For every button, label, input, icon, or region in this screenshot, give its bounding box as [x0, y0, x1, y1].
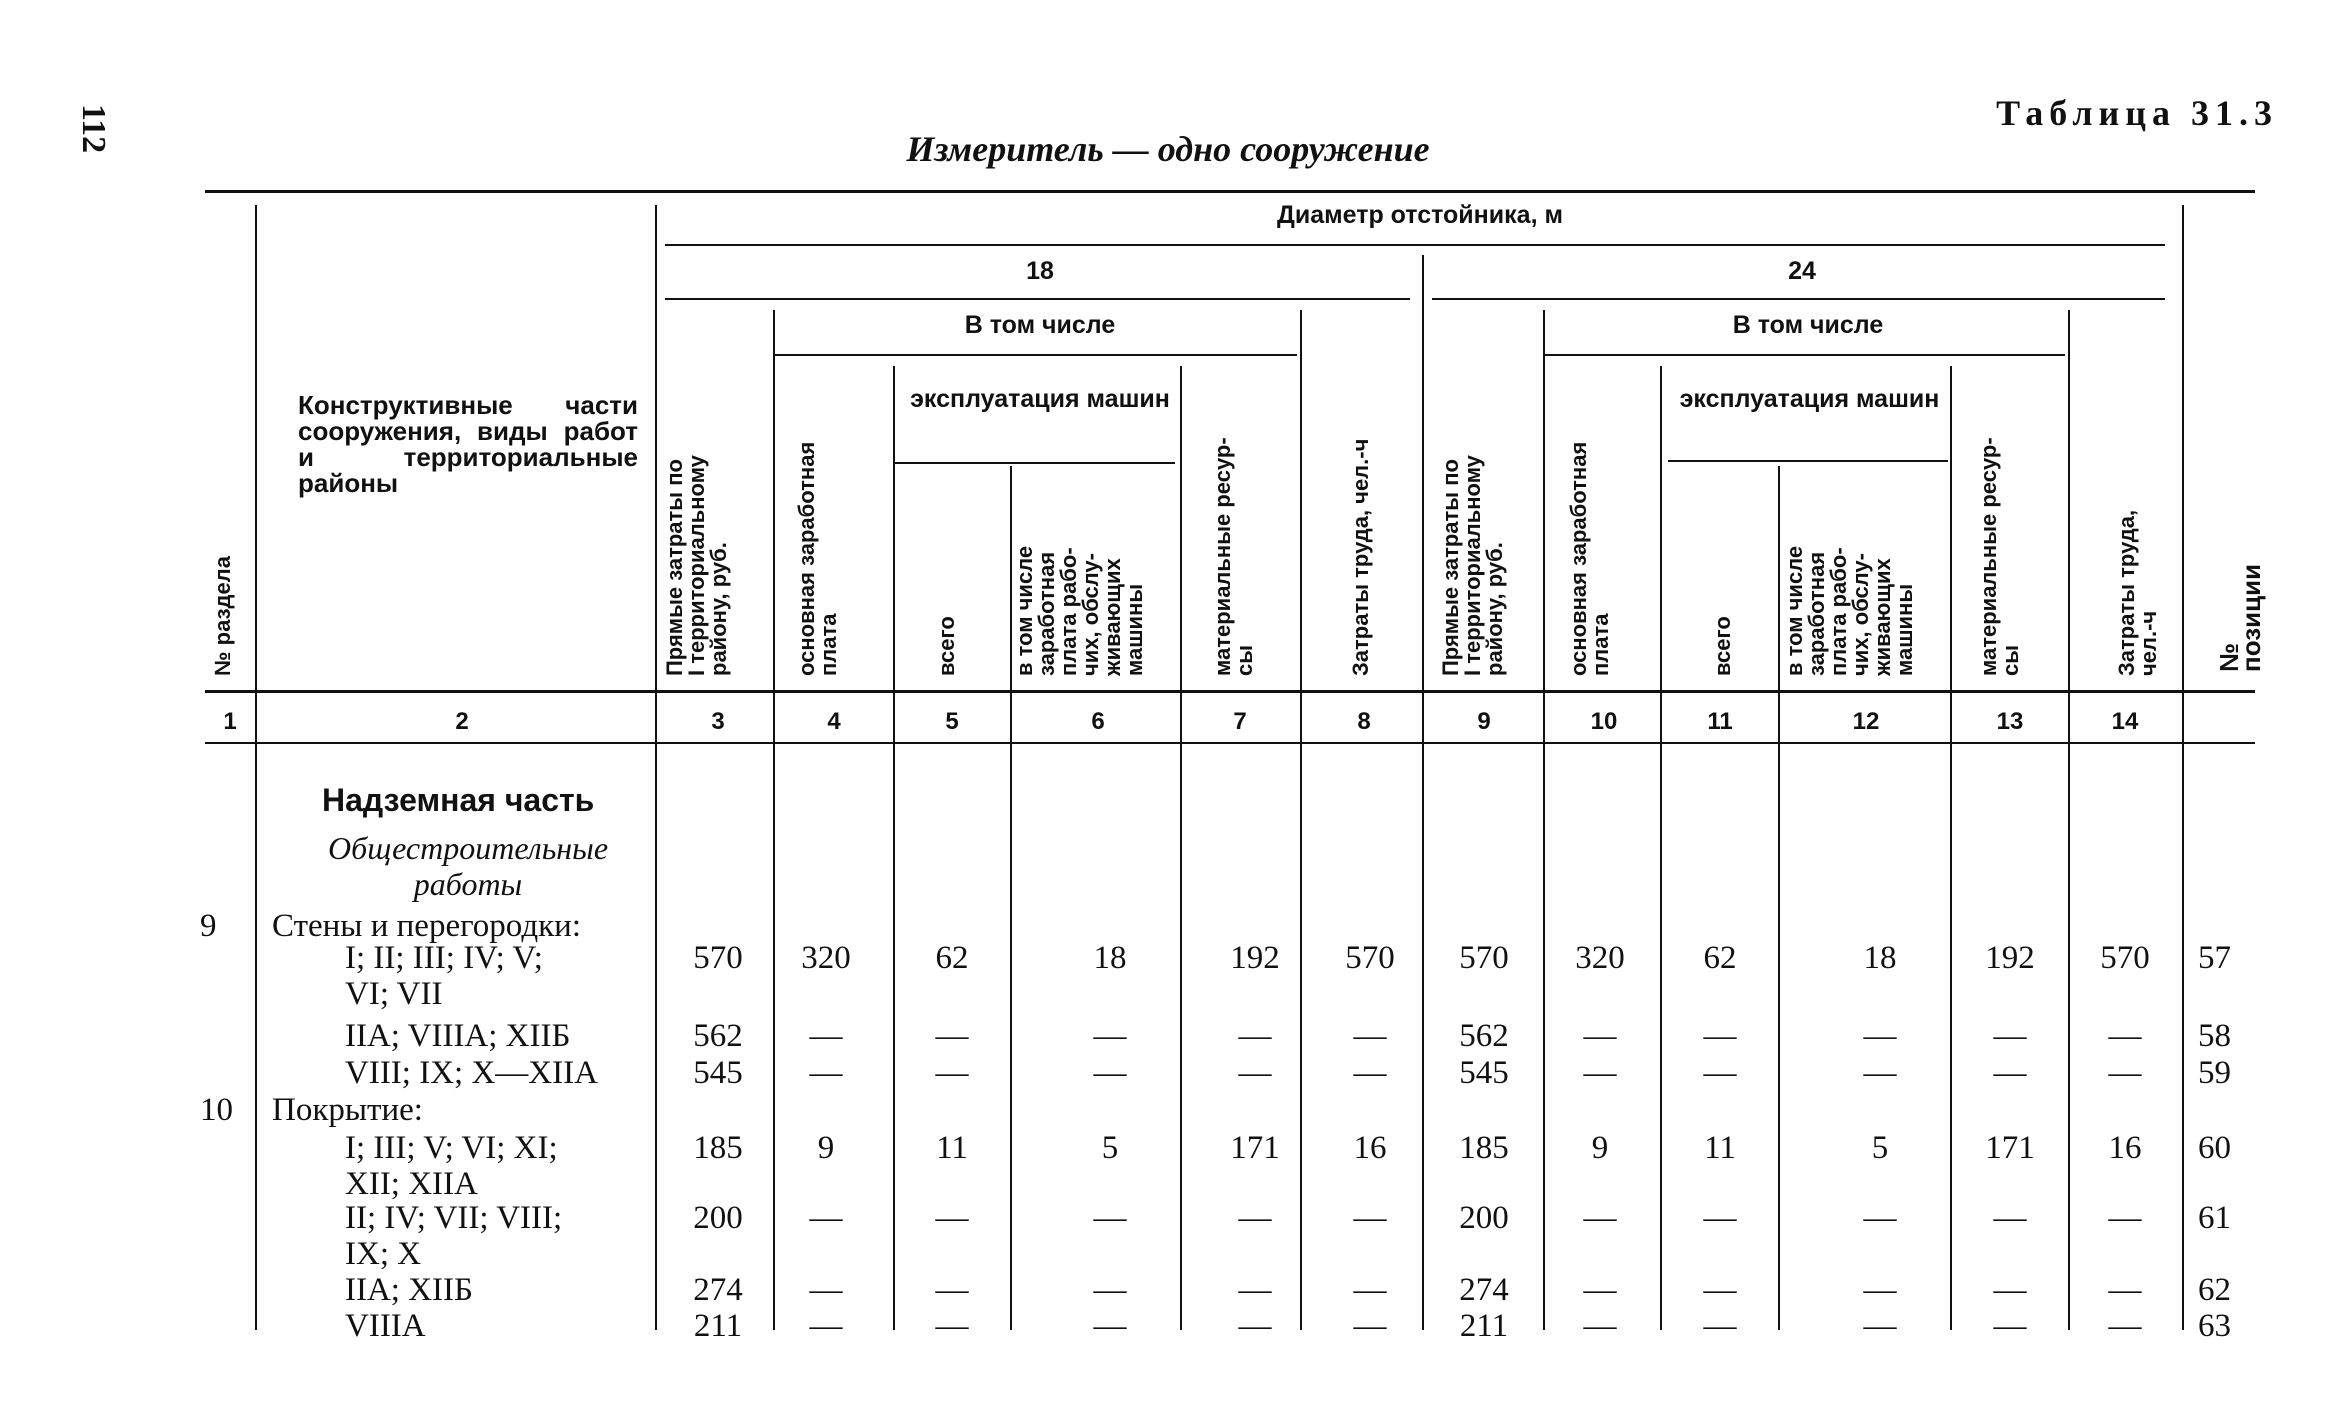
header-machine-wage-24: в том числе заработная плата рабо- чих, обслу- живающих машины [1782, 545, 1917, 676]
table-cell: — [1703, 1308, 1737, 1344]
table-cell: 185 [1459, 1130, 1509, 1166]
column-number: 10 [1590, 708, 1618, 735]
header-diameter: Диаметр отстойника, м [1277, 201, 1563, 229]
table-cell: 320 [1575, 940, 1625, 976]
table-cell: — [809, 1200, 843, 1236]
table-cell: — [1993, 1200, 2027, 1236]
table-cell: — [809, 1055, 843, 1091]
table-label: Таблица 31.3 [1996, 93, 2278, 133]
table-cell: 9 [817, 1130, 835, 1166]
header-machines-total-24: всего [1710, 616, 1735, 676]
table-cell: 5 [1101, 1130, 1119, 1166]
table-cell: 570 [2100, 940, 2150, 976]
table-cell: 274 [1459, 1272, 1509, 1308]
table-cell: — [935, 1308, 969, 1344]
header-parts: Конструктивные части сооружения, виды работ и территориальные районы [298, 390, 638, 498]
table-cell: 570 [693, 940, 743, 976]
table-cell: 62 [935, 940, 969, 976]
table-cell: — [1353, 1055, 1387, 1091]
table-cell: 185 [693, 1130, 743, 1166]
table-cell: — [1093, 1308, 1127, 1344]
table-cell: — [1238, 1018, 1272, 1054]
table-cell: 562 [1459, 1018, 1509, 1054]
table-cell: — [1583, 1200, 1617, 1236]
table-cell: — [1993, 1272, 2027, 1308]
column-number: 11 [1707, 708, 1733, 735]
header-direct-costs-24: Прямые затраты по I территориальному району, руб. [1438, 455, 1507, 676]
table-cell: — [935, 1272, 969, 1308]
row-label: IIA; XIIБ [345, 1272, 473, 1308]
row-label: I; III; V; VI; XI; [345, 1130, 558, 1166]
table-cell: 320 [801, 940, 851, 976]
section-number: 9 [200, 908, 217, 944]
table-cell: — [1353, 1018, 1387, 1054]
table-cell: — [1863, 1308, 1897, 1344]
row-label: IIA; VIIIA; XIIБ [345, 1018, 571, 1054]
row-label: Покрытие: [272, 1092, 423, 1128]
column-number: 9 [1477, 708, 1491, 735]
column-number: 2 [455, 708, 469, 735]
table-cell: — [1583, 1308, 1617, 1344]
table-cell: — [1093, 1272, 1127, 1308]
table-cell: — [1863, 1018, 1897, 1054]
table-cell: — [1703, 1018, 1737, 1054]
position-number: 61 [2198, 1200, 2231, 1236]
table-cell: 570 [1459, 940, 1509, 976]
table-cell: 200 [693, 1200, 743, 1236]
table-cell: 562 [693, 1018, 743, 1054]
table-cell: — [1093, 1018, 1127, 1054]
table-cell: — [2108, 1272, 2142, 1308]
page-number: 112 [75, 104, 112, 154]
header-including-24: В том числе [1732, 311, 1884, 339]
table-cell: — [1353, 1308, 1387, 1344]
position-number: 57 [2198, 940, 2231, 976]
table-cell: 211 [1459, 1308, 1509, 1344]
column-number: 12 [1852, 708, 1880, 735]
position-number: 58 [2198, 1018, 2231, 1054]
column-number: 6 [1091, 708, 1105, 735]
table-cell: — [1238, 1308, 1272, 1344]
header-direct-costs-18: Прямые затраты по I территориальному району, руб. [662, 455, 731, 676]
table-cell: 16 [2108, 1130, 2142, 1166]
position-number: 59 [2198, 1055, 2231, 1091]
section-number: 10 [200, 1092, 233, 1128]
table-cell: — [1993, 1308, 2027, 1344]
header-section-no: № раздела [210, 556, 235, 676]
table-cell: 192 [1985, 940, 2035, 976]
position-number: 60 [2198, 1130, 2231, 1166]
row-label: VIII; IX; X—XIIA [345, 1055, 598, 1091]
table-cell: — [809, 1308, 843, 1344]
header-diameter-24: 24 [1788, 257, 1816, 285]
table-cell: — [1583, 1272, 1617, 1308]
position-number: 62 [2198, 1272, 2231, 1308]
table-cell: 18 [1863, 940, 1897, 976]
table-cell: 18 [1093, 940, 1127, 976]
subsection-heading: Общестроительные работы [327, 830, 609, 902]
table-cell: — [1863, 1055, 1897, 1091]
table-cell: — [2108, 1018, 2142, 1054]
table-cell: — [1093, 1200, 1127, 1236]
table-cell: — [1353, 1200, 1387, 1236]
table-cell: 16 [1353, 1130, 1387, 1166]
table-cell: 171 [1985, 1130, 2035, 1166]
header-diameter-18: 18 [1026, 257, 1054, 285]
table-cell: — [809, 1272, 843, 1308]
table-cell: — [1238, 1200, 1272, 1236]
table-cell: — [1863, 1200, 1897, 1236]
column-number: 14 [2111, 708, 2139, 735]
table-cell: — [1093, 1055, 1127, 1091]
table-cell: 11 [936, 1130, 968, 1166]
table-cell: 9 [1591, 1130, 1609, 1166]
table-cell: — [1583, 1018, 1617, 1054]
table-cell: 211 [693, 1308, 743, 1344]
column-number: 4 [827, 708, 841, 735]
table-cell: 62 [1703, 940, 1737, 976]
header-labor-24: Затраты труда, чел.-ч [2114, 509, 2161, 676]
header-materials-18: материальные ресур- сы [1210, 437, 1257, 676]
table-cell: — [1863, 1272, 1897, 1308]
header-machines-total-18: всего [934, 616, 959, 676]
table-cell: 11 [1704, 1130, 1736, 1166]
row-label-continued: XII; XIIA [345, 1166, 478, 1202]
table-cell: 545 [1459, 1055, 1509, 1091]
section-heading: Надземная часть [322, 782, 595, 818]
header-base-wage-18: основная заработная плата [794, 441, 841, 676]
table-cell: 570 [1345, 940, 1395, 976]
table-cell: — [1583, 1055, 1617, 1091]
table-cell: — [935, 1055, 969, 1091]
table-cell: — [2108, 1200, 2142, 1236]
column-number: 13 [1996, 708, 2024, 735]
position-number: 63 [2198, 1308, 2231, 1344]
header-machines-24: эксплуатация машин [1679, 385, 1940, 413]
row-label-continued: VI; VII [345, 976, 443, 1012]
table-cell: — [1993, 1055, 2027, 1091]
table-cell: 5 [1871, 1130, 1889, 1166]
header-machine-wage-18: в том числе заработная плата рабо- чих, обслу- живающих машины [1012, 545, 1147, 676]
header-base-wage-24: основная заработная плата [1566, 441, 1613, 676]
table-cell: — [2108, 1308, 2142, 1344]
table-cell: — [1238, 1055, 1272, 1091]
row-label: I; II; III; IV; V; [345, 940, 543, 976]
table-cell: 545 [693, 1055, 743, 1091]
column-number: 8 [1357, 708, 1371, 735]
header-materials-24: материальные ресур- сы [1976, 437, 2023, 676]
row-label: VIIIA [345, 1308, 426, 1344]
header-including-18: В том числе [964, 311, 1116, 339]
table-cell: — [1993, 1018, 2027, 1054]
column-number: 5 [945, 708, 959, 735]
table-cell: — [1703, 1055, 1737, 1091]
table-cell: — [1703, 1272, 1737, 1308]
measure-caption: Измеритель — одно сооружение [906, 129, 1430, 169]
table-cell: 192 [1230, 940, 1280, 976]
table-cell: 200 [1459, 1200, 1509, 1236]
row-label: Стены и перегородки: [272, 908, 582, 944]
table-cell: — [1353, 1272, 1387, 1308]
table-cell: — [935, 1200, 969, 1236]
header-position-no: № позиции [2214, 563, 2266, 672]
column-number: 7 [1233, 708, 1247, 735]
table-cell: — [1238, 1272, 1272, 1308]
header-labor-18: Затраты труда, чел.-ч [1348, 438, 1373, 676]
column-number: 1 [223, 708, 237, 735]
table-cell: — [935, 1018, 969, 1054]
header-machines-18: эксплуатация машин [910, 385, 1170, 413]
column-number: 3 [711, 708, 725, 735]
table-cell: — [2108, 1055, 2142, 1091]
table-cell: — [1703, 1200, 1737, 1236]
table-cell: 274 [693, 1272, 743, 1308]
table-cell: 171 [1230, 1130, 1280, 1166]
row-label: II; IV; VII; VIII; [345, 1200, 563, 1236]
table-cell: — [809, 1018, 843, 1054]
row-label-continued: IX; X [345, 1236, 422, 1272]
